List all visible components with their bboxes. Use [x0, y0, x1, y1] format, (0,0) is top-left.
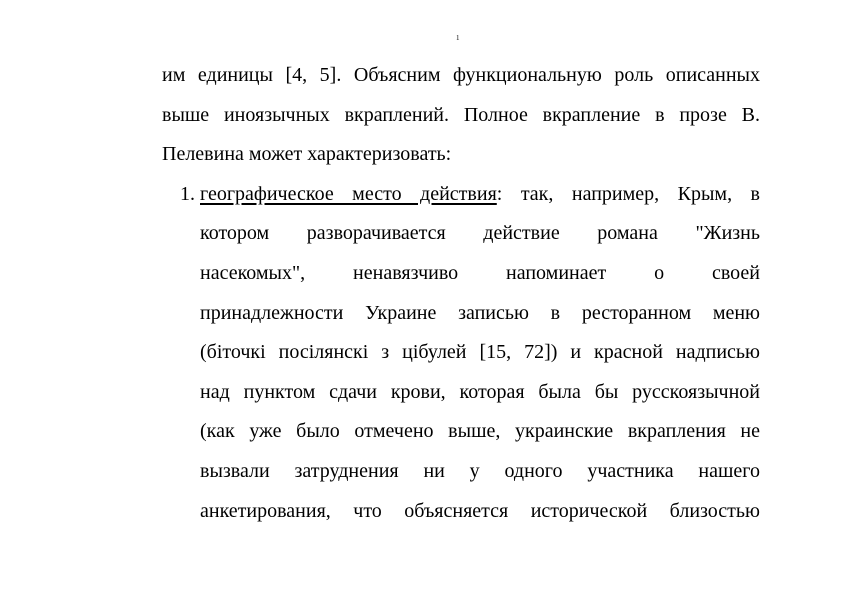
intro-line-3: Пелевина может характеризовать:	[162, 143, 452, 166]
list-item-continuation	[180, 218, 760, 535]
list-item-line-7: (как уже было отмечено выше, украинские вкрапления не	[200, 420, 760, 443]
list-item-line-5: (біточкі посілянскі з цібулей [15, 72]) и красной надписью	[200, 341, 760, 364]
numbered-list-item-1	[180, 179, 760, 535]
list-item-line-6: над пунктом сдачи крови, которая была бы русскоязычной	[200, 380, 760, 403]
list-item-first-line	[180, 179, 760, 219]
underlined-term: географическое место действия	[200, 182, 497, 205]
intro-paragraph	[162, 60, 760, 179]
intro-line-1: им единицы [4, 5]. Объясним функциональную роль описанных	[162, 64, 760, 86]
list-item-line-2: котором разворачивается действие романа "Жизнь	[200, 222, 760, 245]
intro-line-2: выше иноязычных вкраплений. Полное вкрапление в прозе В.	[162, 103, 760, 126]
list-item-line-9: анкетирования, что объясняется исторической близостью	[200, 499, 760, 522]
list-item-line-4: принадлежности Украине записью в ресторанном меню	[200, 301, 760, 324]
page-number: 1	[456, 34, 460, 42]
list-item-line-8: вызвали затруднения ни у одного участника нашего	[200, 459, 760, 482]
list-item-first-line-text	[200, 179, 760, 219]
list-item-line-3: насекомых", ненавязчиво напоминает о своей	[200, 261, 760, 284]
first-line-rest: : так, например, Крым, в	[496, 182, 760, 205]
list-marker: 1.	[180, 182, 195, 205]
